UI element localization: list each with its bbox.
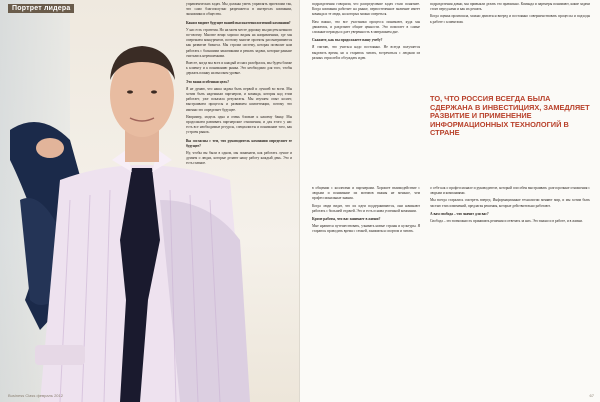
interview-question: Скажите, как вы продолжаете вашу учебу? [312,38,383,43]
page-number: 67 [589,393,594,398]
article-paragraph: подразделения говорили, что распределение задач стало понятнее. Когда компания работает на рынке, первостепенное значение имеет команда и те люди, на которых можно опереться. [312,2,420,17]
article-paragraph: Мне нравится путешествовать, узнавать новые страны и культуры. Я стараюсь проводить время с семьей, заниматься спортом и читать. [312,224,420,234]
article-paragraph: Вместе, когда мы всех и каждый из них разобрался, мы будем ближе к клиенту и к пониманию рынка. Это необходимо для того, чтобы держать планку на высоком уровне. [186,61,292,76]
footer: Business Class февраль 2012 [8,393,63,398]
article-column-b [312,2,420,63]
cuff [35,345,85,365]
article-column-d [430,186,590,226]
article-paragraph: Я не думаю, что наша задача быть первой и лучшей во всем. Мы хотим быть надежным партнером, и команда, которая над этим работает, уже показала результаты. Мы изучаем опыт коллег, выстраиваем процессы и развиваем компетенции, потому что именно это определяет будущее. [186,86,292,112]
article-paragraph: Когда оценка произошла, можно двигаться вперед и постоянно совершенствовать процессы и подходы к работе с клиентами. [430,14,590,24]
interview-question: А вам свобода – что значит для вас? [430,211,489,216]
article-paragraph: Свобода – это возможность принимать решения и отвечать за них. Это важно и в работе, и в жизни. [430,219,583,224]
article-paragraph: Например, модель одна и очень близкие к нашему банку. Мы продолжаем развивать партнерские отношения, и для этого у нас есть все необходимые ресурсы, специалисты и понимание того, как устроен рынок. [186,114,292,135]
section-label: Портрет лидера [8,4,74,13]
right-eye [151,90,157,93]
article-column-a [186,2,292,169]
interview-question: Это ваша особенная цель? [186,79,230,84]
article-paragraph: в общении с коллегами и партнерами. Хорошее взаимодействие с людьми и понимание их мотивов важны не меньше, чем профессиональные знания. [312,186,420,201]
left-eye [127,90,133,93]
pull-quote: ТО, ЧТО РОССИЯ ВСЕГДА БЫЛА СДЕРЖАНА В ИНВЕСТИЦИЯХ, ЗАМЕДЛЯЕТ РАЗВИТИЕ И ПРИМЕНЕНИЕ ИНФОРМАЦИОННЫХ ТЕХНОЛОГИЙ В СТРАНЕ [430,94,590,138]
article-paragraph: Мы всегда старались смотреть вперед. Информационные технологии меняют мир, и мы хотим быть частью этих изменений, предлагая решения, которые действительно работают. [430,198,590,208]
interview-question: Кроме работы, что вас занимает в жизни? [312,217,381,222]
article-paragraph: Когда люди видят, что их идеи поддерживаются, они начинают работать с большей отдачей. Это и есть основа успешной компании. [312,203,420,213]
interview-question: Вы согласны с тем, что руководитель компании определяет ее будущее? [186,138,292,148]
article-column-c [430,2,590,27]
article-paragraph: Я считаю, что учиться надо постоянно. Не всегда получается выделить время, но я стараюсь читать, встречаться с людьми из разных отраслей и обсуждать идеи. [312,45,420,60]
article-paragraph: Нам важно, что все участники процесса понимают, куда мы движемся, и разделяют общие ценности. Это помогает в самые сложные периоды и дает уверенность в завтрашнем дне. [312,19,420,35]
article-paragraph: о себе как о профессионале и руководителе, который способен выстраивать долгосрочные отношения с людьми и компаниями. [430,186,590,196]
interview-question: Каким видите будущее вашей высокотехнологичной компании? [186,20,291,25]
hand [36,138,64,158]
article-column-b2 [312,186,420,237]
article-paragraph: Ну, чтобы вы были в одном, мы понимаем, как работать лучше и думаем о людях, которые делают нашу работу каждый день. Это и есть главное. [186,151,292,166]
article-paragraph: подразделения давно, мы привыкли делать это правильно. Команда и партнеры понимают, какие задачи стоят перед нами и как их решать. [430,2,590,12]
article-paragraph: управленческих задач. Мы должны уметь управлять проектами так, что само благополучно разрешается в интересах компании, экономики и общества. [186,2,292,17]
article-paragraph: У нас есть стратегия. Но на моем месте дорожку мы рисуем немного по-своему. Многие вещи хорошо видны на направлениях, где мы опережаем конкурентов, поэтому многие проекты рассматриваются как развитие бизнеса. Мы строим систему, которая позволит нам работать с большими заказчиками и решать задачи, которые раньше считались нерешаемыми. [186,27,292,58]
